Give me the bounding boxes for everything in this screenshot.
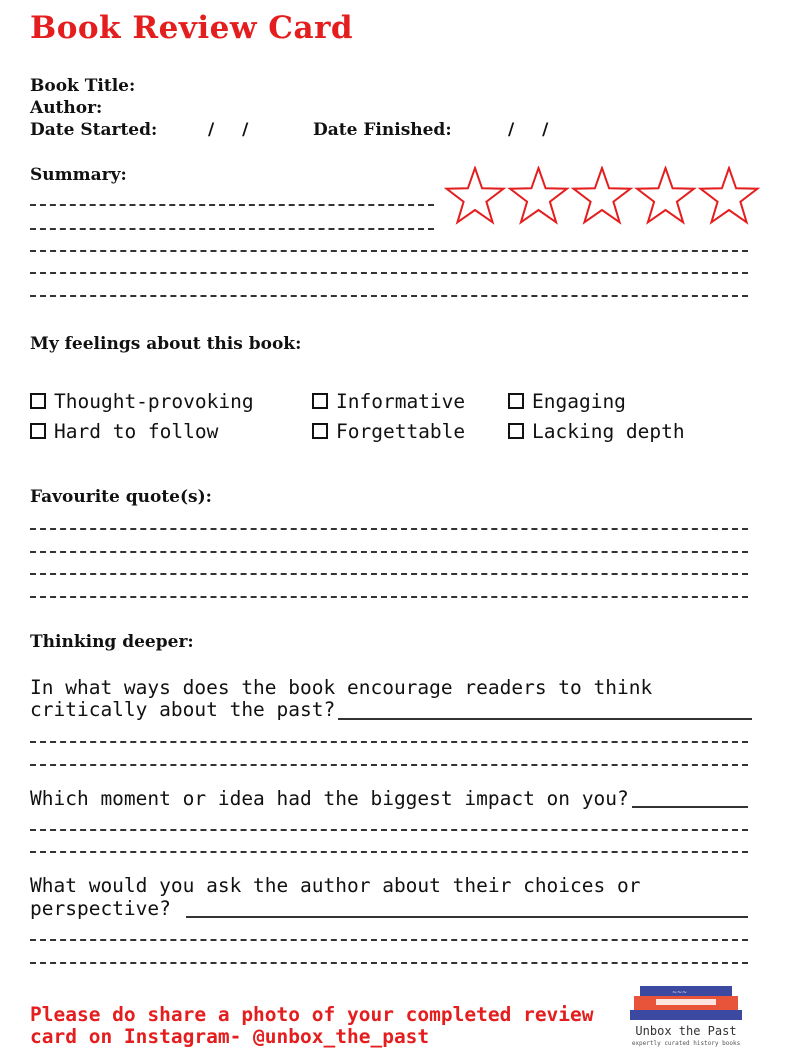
book-title-label: Book Title:	[30, 76, 136, 96]
quote-line	[30, 528, 748, 530]
answer-line	[186, 916, 748, 918]
quote-line	[30, 551, 748, 553]
checkbox[interactable]	[508, 423, 524, 439]
footer-line-1: Please do share a photo of your completed review	[30, 1003, 594, 1026]
summary-line	[30, 204, 434, 206]
star-icon[interactable]	[510, 168, 567, 222]
feeling-option-informative[interactable]	[312, 390, 465, 413]
card-title: Book Review Card	[30, 10, 354, 46]
feeling-option-lacking-depth[interactable]	[508, 420, 685, 443]
answer-line	[338, 718, 752, 720]
question-3-line-1: What would you ask the author about their choices or	[30, 874, 641, 897]
summary-line	[30, 295, 748, 297]
answer-line	[30, 764, 748, 766]
option-label: Hard to follow	[54, 420, 219, 443]
question-1-line-2: critically about the past?	[30, 698, 336, 721]
checkbox[interactable]	[30, 393, 46, 409]
share-footer	[30, 1004, 594, 1048]
answer-line	[30, 741, 748, 743]
answer-line	[30, 939, 748, 941]
date-started-slashes: / /	[208, 120, 249, 140]
star-icon[interactable]	[637, 168, 694, 222]
checkbox[interactable]	[508, 393, 524, 409]
author-label: Author:	[30, 98, 103, 118]
date-finished-slashes: / /	[508, 120, 549, 140]
logo-name: Unbox the Past	[635, 1024, 737, 1038]
feeling-option-thought-provoking[interactable]	[30, 390, 254, 413]
question-1-line-1: In what ways does the book encourage readers to think	[30, 676, 653, 699]
date-started-label: Date Started:	[30, 120, 158, 140]
summary-line	[30, 228, 434, 230]
answer-line	[30, 962, 748, 964]
checkbox[interactable]	[312, 393, 328, 409]
star-icon[interactable]	[701, 168, 758, 222]
option-label: Engaging	[532, 390, 626, 413]
checkbox[interactable]	[312, 423, 328, 439]
answer-line	[30, 829, 748, 831]
date-finished-label: Date Finished:	[313, 120, 452, 140]
star-icon[interactable]	[447, 168, 504, 222]
checkbox[interactable]	[30, 423, 46, 439]
option-label: Thought-provoking	[54, 390, 254, 413]
question-3-line-2: perspective?	[30, 897, 171, 920]
feelings-label: My feelings about this book:	[30, 334, 302, 354]
question-2: Which moment or idea had the biggest impact on you?	[30, 787, 629, 810]
option-label: Informative	[336, 390, 466, 413]
feeling-option-forgettable[interactable]	[312, 420, 465, 443]
star-rating[interactable]	[444, 166, 760, 228]
quote-line	[30, 596, 748, 598]
answer-line	[30, 851, 748, 853]
option-label: Lacking depth	[532, 420, 685, 443]
quote-line	[30, 573, 748, 575]
option-label: Forgettable	[336, 420, 466, 443]
footer-line-2: card on Instagram- @unbox_the_past	[30, 1025, 430, 1048]
logo-tagline: expertly curated history books	[631, 1040, 741, 1047]
feeling-option-engaging[interactable]	[508, 390, 626, 413]
star-icon[interactable]	[574, 168, 631, 222]
quotes-label: Favourite quote(s):	[30, 487, 212, 507]
summary-line	[30, 250, 748, 252]
thinking-label: Thinking deeper:	[30, 632, 194, 652]
summary-label: Summary:	[30, 165, 127, 185]
answer-line	[632, 806, 748, 808]
svg-text:~~~: ~~~	[672, 989, 688, 996]
feeling-option-hard-to-follow[interactable]	[30, 420, 218, 443]
summary-line	[30, 272, 748, 274]
